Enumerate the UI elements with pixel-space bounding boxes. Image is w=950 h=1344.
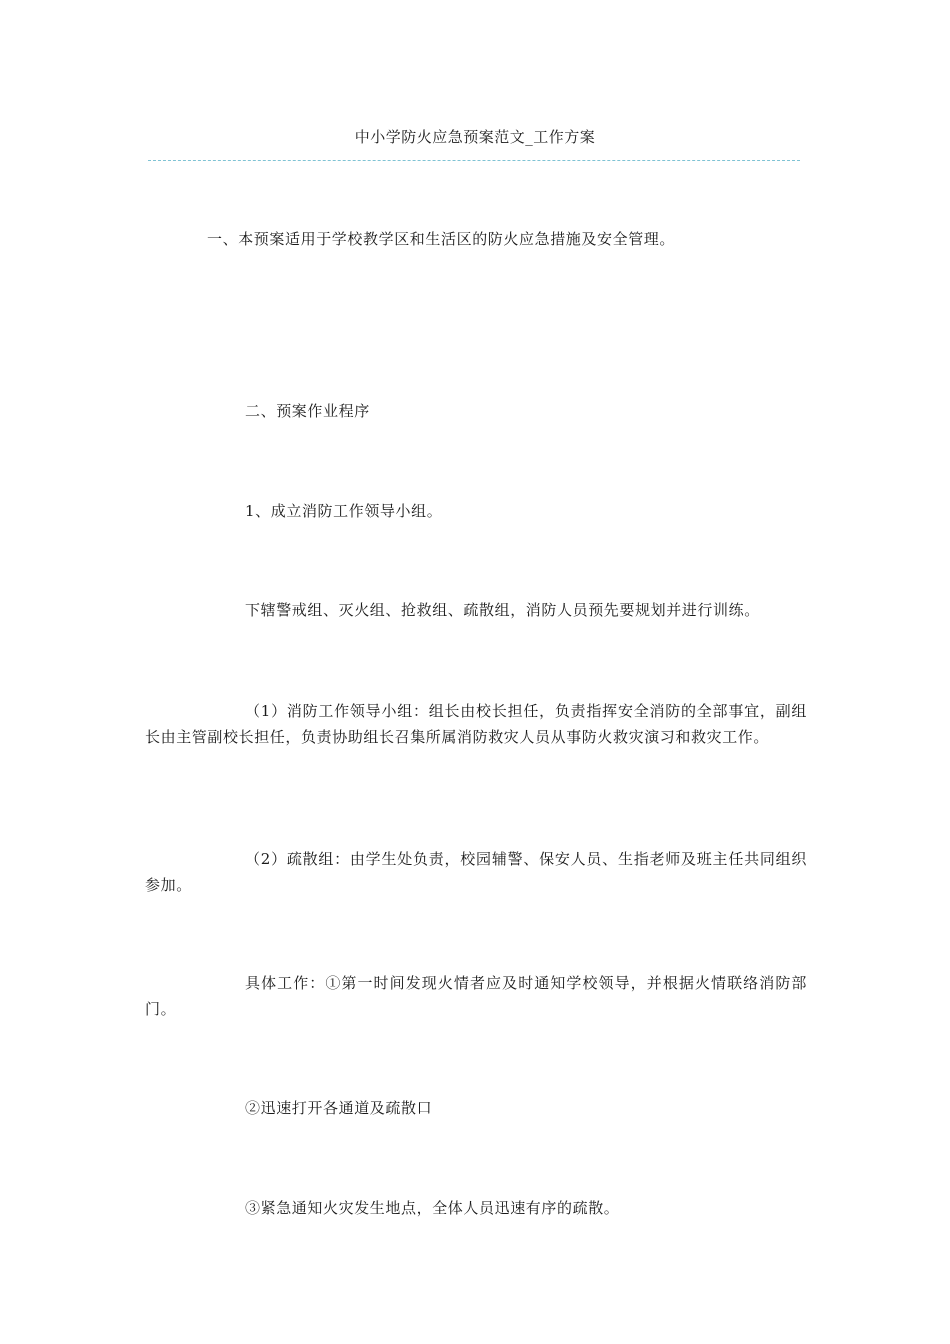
section-heading-procedure: 二、预案作业程序 <box>245 402 370 420</box>
paragraph-scope: 一、本预案适用于学校教学区和生活区的防火应急措施及安全管理。 <box>207 230 676 248</box>
paragraph-open-exits: ②迅速打开各通道及疏散口 <box>245 1099 433 1117</box>
paragraph-evacuation-group: （2）疏散组：由学生处负责，校园辅警、保安人员、生指老师及班主任共同组织参加。 <box>145 850 807 894</box>
document-title: 中小学防火应急预案范文_工作方案 <box>354 128 596 146</box>
paragraph-leading-group-duties: （1）消防工作领导小组：组长由校长担任，负责指挥安全消防的全部事宜，副组长由主管副校长担任，负责协助组长召集所属消防救灾人员从事防火救灾演习和救灾工作。 <box>145 702 807 746</box>
paragraph-specific-work: 具体工作：①第一时间发现火情者应及时通知学校领导，并根据火情联络消防部门。 <box>145 974 807 1018</box>
paragraph-leading-group: 1、成立消防工作领导小组。 <box>245 502 443 520</box>
title-divider <box>148 160 800 161</box>
paragraph-subgroups: 下辖警戒组、灭火组、抢救组、疏散组，消防人员预先要规划并进行训练。 <box>245 601 760 619</box>
paragraph-notify-evacuate: ③紧急通知火灾发生地点，全体人员迅速有序的疏散。 <box>245 1199 620 1217</box>
